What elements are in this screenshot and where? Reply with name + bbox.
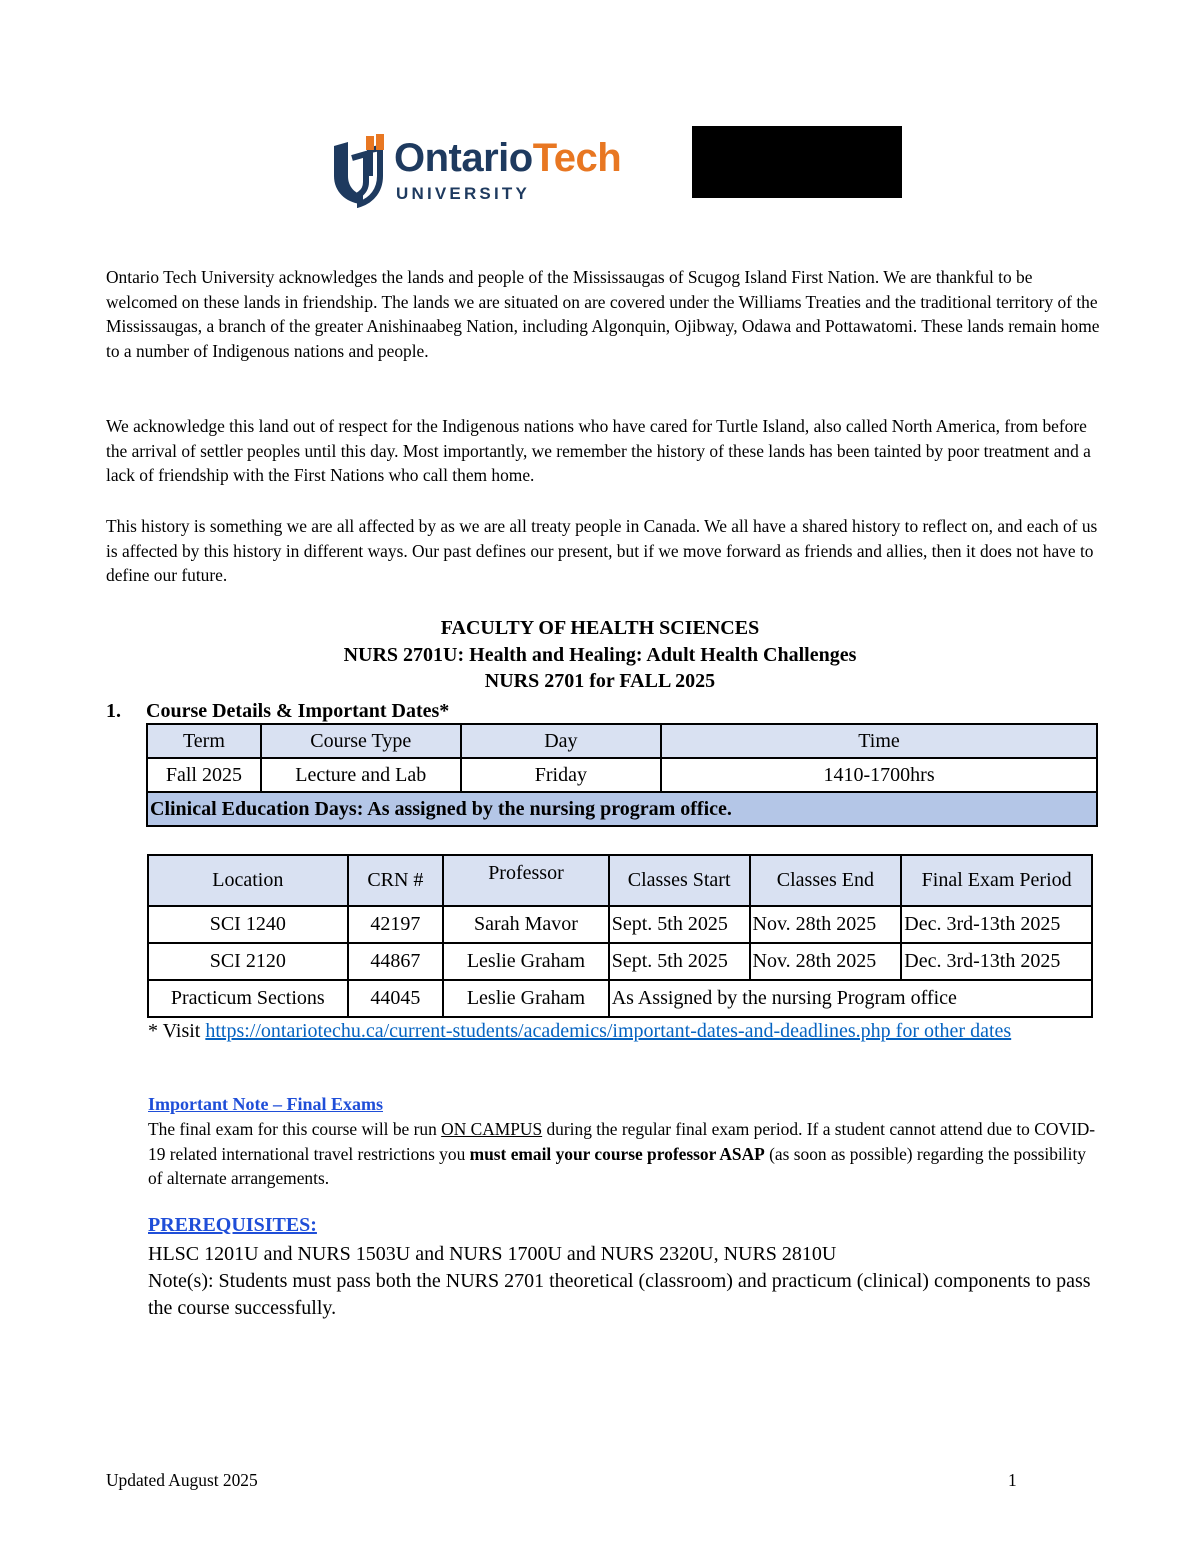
acknowledgement-paragraph-3: This history is something we are all affected by as we are all treaty people in Canada. We all have a shared history to reflect on, and each of us is affected by this history in different ways. Our past defines our present, but if we move forward as friends and allies, then it does not have to define our future. — [106, 516, 1098, 585]
cell-day: Friday — [461, 758, 661, 792]
shield-logo-icon — [330, 132, 386, 208]
clinical-row — [147, 792, 1097, 826]
cell-term: Fall 2025 — [147, 758, 261, 792]
section-title: Course Details & Important Dates* — [146, 700, 450, 722]
prerequisites-body — [148, 1241, 1098, 1322]
cell-professor: Sarah Mavor — [443, 906, 609, 943]
table-header-row — [148, 855, 1092, 906]
header-final-exam-period: Final Exam Period — [901, 855, 1092, 906]
logo-word-tech: Tech — [532, 136, 622, 180]
final-exams-note-title: Important Note – Final Exams — [148, 1094, 383, 1114]
sections-table — [147, 854, 1093, 1018]
course-term: NURS 2701 for FALL 2025 — [484, 670, 716, 692]
cell-location: SCI 2120 — [148, 943, 348, 980]
header-location: Location — [148, 855, 348, 906]
faculty-heading: FACULTY OF HEALTH SCIENCES — [440, 617, 760, 639]
final-exams-note-body — [148, 1117, 1098, 1191]
logo-subtitle: UNIVERSITY — [396, 184, 531, 203]
cell-crn: 42197 — [348, 906, 444, 943]
course-details-table — [146, 723, 1098, 827]
header-day: Day — [461, 724, 661, 758]
note-text-2: during the regular final exam period. If a student cannot attend due to COVID-19 related international travel restrictions you — [148, 1119, 1096, 1164]
course-title: NURS 2701U: Health and Healing: Adult Health Challenges — [343, 644, 857, 666]
cell-classes-end: Nov. 28th 2025 — [750, 943, 902, 980]
redacted-block — [692, 126, 902, 198]
header-professor: Professor — [443, 855, 609, 906]
logo-wordmark — [394, 136, 621, 180]
section-heading — [106, 698, 449, 724]
cell-professor: Leslie Graham — [443, 980, 609, 1017]
prerequisites-courses: HLSC 1201U and NURS 1503U and NURS 1700U and NURS 2320U, NURS 2810U — [148, 1243, 837, 1265]
header-course-type: Course Type — [261, 724, 461, 758]
cell-final-exam-period: Dec. 3rd-13th 2025 — [901, 906, 1092, 943]
acknowledgement-paragraph-2: We acknowledge this land out of respect for the Indigenous nations who have cared for Turtle Island, also called North America, from before the arrival of settler peoples until this day. Most importantly, we remember the history of these lands has been tainted by poor treatment and a lack of friendship with the First Nations who call them home. — [106, 416, 1091, 485]
cell-location: SCI 1240 — [148, 906, 348, 943]
table-header-row — [147, 724, 1097, 758]
note-text-1: The final exam for this course will be run — [148, 1119, 442, 1139]
clinical-education-days: Clinical Education Days: As assigned by the nursing program office. — [147, 792, 1097, 826]
prerequisites-note: Note(s): Students must pass both the NURS 2701 theoretical (classroom) and practicum (clinical) components to pass the course successfully. — [148, 1270, 1091, 1319]
acknowledgement-paragraph-1: Ontario Tech University acknowledges the lands and people of the Mississaugas of Scugog Island First Nation. We are thankful to be welcomed on these lands in friendship. The lands we are situated on are covered under the Williams Treaties and the traditional territory of the Mississaugas, a branch of the greater Anishinaabeg Nation, including Algonquin, Ojibway, Odawa and Pottawatomi. These lands remain home to a number of Indigenous nations and people. — [106, 267, 1100, 361]
note-on-campus: ON CAMPUS — [441, 1119, 543, 1139]
cell-course-type: Lecture and Lab — [261, 758, 461, 792]
section-number: 1. — [106, 700, 121, 722]
cell-crn: 44045 — [348, 980, 444, 1017]
cell-time: 1410-1700hrs — [661, 758, 1097, 792]
cell-professor: Leslie Graham — [443, 943, 609, 980]
table-row — [148, 906, 1092, 943]
ontario-tech-logo — [330, 132, 620, 208]
visit-prefix: * Visit — [148, 1020, 206, 1042]
practicum-row — [148, 980, 1092, 1017]
table-row — [147, 758, 1097, 792]
table-row — [148, 943, 1092, 980]
logo-word-ontario: Ontario — [394, 136, 533, 180]
note-text-3: (as soon as possible) regarding the possibility of alternate arrangements. — [148, 1143, 1086, 1188]
cell-classes-start: Sept. 5th 2025 — [609, 943, 750, 980]
footer-updated: Updated August 2025 — [106, 1470, 258, 1490]
header-term: Term — [147, 724, 261, 758]
header-time: Time — [661, 724, 1097, 758]
header-crn: CRN # — [348, 855, 444, 906]
important-dates-note — [148, 1018, 1088, 1045]
cell-classes-start: Sept. 5th 2025 — [609, 906, 750, 943]
cell-crn: 44867 — [348, 943, 444, 980]
cell-final-exam-period: Dec. 3rd-13th 2025 — [901, 943, 1092, 980]
header-classes-start: Classes Start — [609, 855, 750, 906]
header-classes-end: Classes End — [750, 855, 902, 906]
cell-classes-end: Nov. 28th 2025 — [750, 906, 902, 943]
footer-page-number: 1 — [1008, 1470, 1017, 1490]
cell-location: Practicum Sections — [148, 980, 348, 1017]
prerequisites-title: PREREQUISITES: — [148, 1214, 317, 1236]
note-email-professor: must email your course professor ASAP — [469, 1143, 765, 1164]
cell-practicum-note: As Assigned by the nursing Program office — [609, 980, 1092, 1017]
important-dates-link[interactable]: https://ontariotechu.ca/current-students/academics/important-dates-and-deadlines.php for other dates — [205, 1020, 1012, 1042]
